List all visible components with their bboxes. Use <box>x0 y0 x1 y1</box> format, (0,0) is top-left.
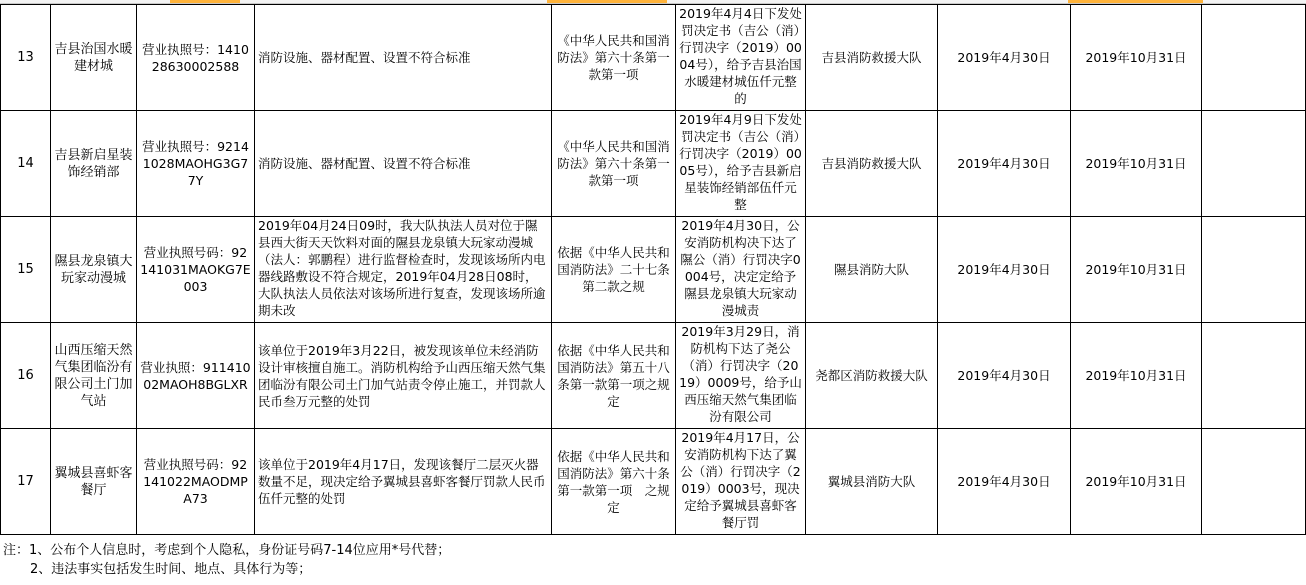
penalty-table <box>0 4 1306 535</box>
penalty-decision: 2019年4月4日下发处罚决定书（吉公（消）行罚决字（2019）0004号），给予吉县治国水暖建材城伍仟元整的 <box>679 6 802 106</box>
table-row[interactable] <box>1 217 1306 323</box>
unit-name: 翼城县喜虾客餐厅 <box>54 465 133 498</box>
violation-fact: 消防设施、器材配置、设置不符合标准 <box>258 50 471 65</box>
note-line-1: 注：1、公布个人信息时，考虑到个人隐私，身份证号码7-14位应用*号代替； <box>3 543 451 558</box>
license-number: 营业执照号码：92141031MAOKG7E003 <box>140 245 251 294</box>
legal-basis: 依据《中华人民共和国消防法》二十七条第二款之规 <box>557 245 670 294</box>
unit-name: 吉县治国水暖建材城 <box>54 41 133 74</box>
table-row[interactable] <box>1 323 1306 429</box>
unit-name: 吉县新启星装饰经销部 <box>54 147 133 180</box>
violation-fact: 2019年04月24日09时，我大队执法人员对位于隰县西大街天天饮料对面的隰县龙泉镇大玩家动漫城（法人：郭鹏程）进行监督检查时，发现该场所内电器线路敷设不符合规定，2019年04月28日08时，大队执法人员依法对该场所进行复查，发现该场所逾期未改 <box>258 218 546 318</box>
end-date: 2019年10月31日 <box>1085 368 1187 383</box>
decision-date: 2019年4月30日 <box>957 156 1051 171</box>
authority-name: 吉县消防救援大队 <box>821 156 922 171</box>
row-number: 16 <box>17 368 34 383</box>
empty-cell[interactable] <box>1202 429 1305 534</box>
authority-name: 吉县消防救援大队 <box>821 50 922 65</box>
end-date: 2019年10月31日 <box>1085 50 1187 65</box>
unit-name: 隰县龙泉镇大玩家动漫城 <box>54 253 133 286</box>
empty-cell[interactable] <box>1202 217 1305 322</box>
penalty-decision: 2019年4月17日，公安消防机构下达了翼公（消）行罚决字（2019）0003号，现决定给予翼城县喜虾客餐厅罚 <box>680 430 801 530</box>
license-number: 营业执照：91141002MAOH8BGLXR <box>140 359 251 392</box>
legal-basis: 依据《中华人民共和国消防法》第五十八条第一款第一项之规定 <box>557 342 670 409</box>
penalty-decision: 2019年3月29日，消防机构下达了尧公（消）行罚决字（2019）0009号，给予山西压缩天然气集团临汾有限公司 <box>679 324 802 424</box>
row-number: 15 <box>17 262 34 277</box>
authority-name: 隰县消防大队 <box>833 262 909 277</box>
violation-fact: 消防设施、器材配置、设置不符合标准 <box>258 156 471 171</box>
table-row[interactable] <box>1 429 1306 535</box>
footnotes <box>0 541 1306 579</box>
license-number: 营业执照号码：92141022MAODMPA73 <box>143 457 248 506</box>
authority-name: 翼城县消防大队 <box>827 474 916 489</box>
decision-date: 2019年4月30日 <box>957 474 1051 489</box>
end-date: 2019年10月31日 <box>1085 262 1187 277</box>
end-date: 2019年10月31日 <box>1085 156 1187 171</box>
penalty-decision: 2019年4月9日下发处罚决定书（吉公（消）行罚决字（2019）0005号），给予吉县新启星装饰经销部伍仟元整 <box>679 112 802 212</box>
row-number: 14 <box>17 156 34 171</box>
legal-basis: 《中华人民共和国消防法》第六十条第一款第一项 <box>557 139 670 188</box>
table-row[interactable] <box>1 111 1306 217</box>
authority-name: 尧都区消防救援大队 <box>815 368 928 383</box>
end-date: 2019年10月31日 <box>1085 474 1187 489</box>
decision-date: 2019年4月30日 <box>957 50 1051 65</box>
table-row[interactable] <box>1 5 1306 111</box>
empty-cell[interactable] <box>1202 111 1305 216</box>
row-number: 17 <box>17 474 34 489</box>
selection-marker <box>170 0 240 3</box>
decision-date: 2019年4月30日 <box>957 368 1051 383</box>
empty-cell[interactable] <box>1202 323 1305 428</box>
violation-fact: 该单位于2019年4月17日，发现该餐厅二层灭火器数量不足，现决定给予翼城县喜虾客餐厅罚款人民币伍仟元整的处罚 <box>258 457 546 506</box>
empty-cell[interactable] <box>1202 5 1305 110</box>
license-number: 营业执照号：141028630002588 <box>142 41 249 74</box>
unit-name: 山西压缩天然气集团临汾有限公司土门加气站 <box>54 342 133 409</box>
note-line-2: 2、违法事实包括发生时间、地点、具体行为等； <box>30 562 312 577</box>
license-number: 营业执照号：92141028MAOHG3G77Y <box>142 139 249 188</box>
selection-marker <box>547 0 667 3</box>
violation-fact: 该单位于2019年3月22日，被发现该单位未经消防设计审核擅自施工。消防机构给予山西压缩天然气集团临汾有限公司土门加气站责令停止施工，并罚款人民币叁万元整的处罚 <box>258 342 546 409</box>
legal-basis: 依据《中华人民共和国消防法》第六十条第一款第一项 之规定 <box>557 448 670 515</box>
decision-date: 2019年4月30日 <box>957 262 1051 277</box>
selection-marker <box>1068 0 1203 3</box>
row-number: 13 <box>17 50 34 65</box>
legal-basis: 《中华人民共和国消防法》第六十条第一款第一项 <box>557 33 670 82</box>
penalty-decision: 2019年4月30日，公安消防机构决下达了隰公（消）行罚决字0004号，决定定给予隰县龙泉镇大玩家动漫城责 <box>680 218 801 318</box>
